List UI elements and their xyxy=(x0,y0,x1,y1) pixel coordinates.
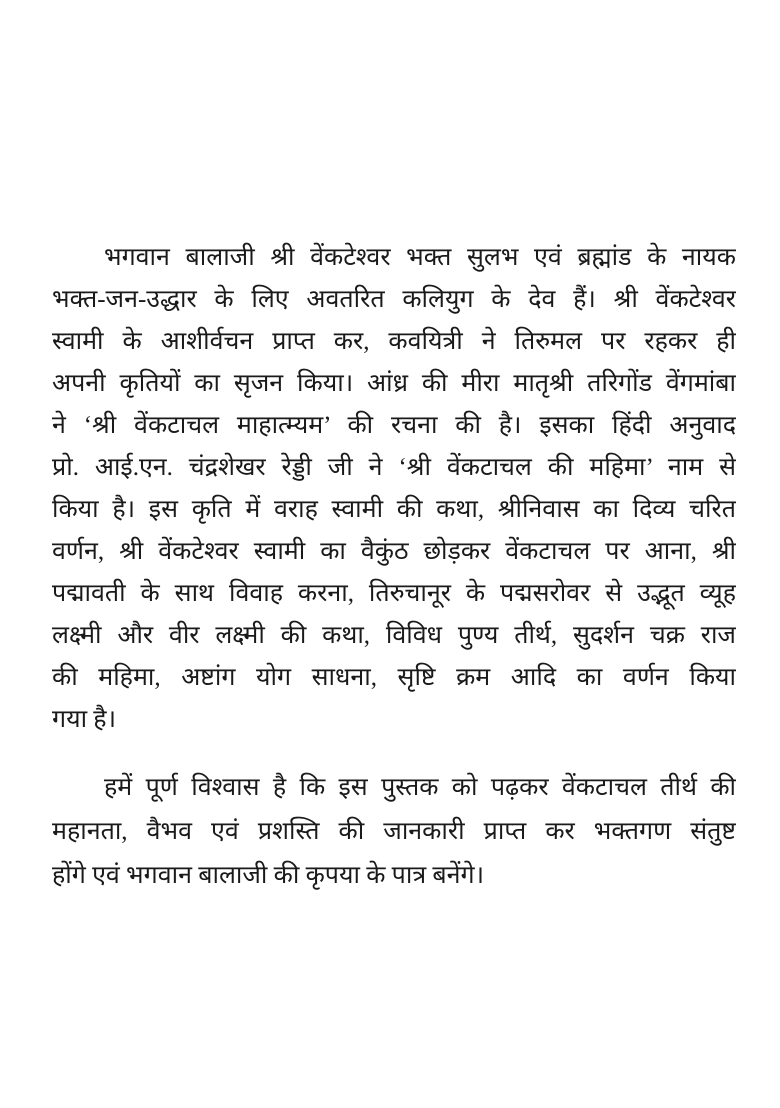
text-line: प्रो. आई.एन. चंद्रशेखर रेड्डी जी ने ‘श्री वेंकटाचल की महिमा’ नाम से xyxy=(52,454,736,481)
text-line: ने ‘श्री वेंकटाचल माहात्म्यम’ की रचना की है। इसका हिंदी अनुवाद xyxy=(52,412,736,439)
paragraph-1 xyxy=(52,237,736,741)
text-line: स्वामी के आशीर्वचन प्राप्त कर, कवयित्री ने तिरुमल पर रहकर ही xyxy=(52,328,736,355)
text-line: हमें पूर्ण विश्वास है कि इस पुस्तक को पढ़कर वेंकटाचल तीर्थ की xyxy=(104,774,736,801)
text-line: होंगे एवं भगवान बालाजी की कृपया के पात्र बनेंगे। xyxy=(52,862,485,889)
text-line: वर्णन, श्री वेंकटेश्वर स्वामी का वैकुंठ छोड़कर वेंकटाचल पर आना, श्री xyxy=(52,538,736,565)
text-line: की महिमा, अष्टांग योग साधना, सृष्टि क्रम आदि का वर्णन किया xyxy=(52,664,736,691)
text-line: अपनी कृतियों का सृजन किया। आंध्र की मीरा मातृश्री तरिगोंड वेंगमांबा xyxy=(52,370,736,397)
text-line: लक्ष्मी और वीर लक्ष्मी की कथा, विविध पुण्य तीर्थ, सुदर्शन चक्र राज xyxy=(52,622,736,649)
text-line: भक्त-जन-उद्धार के लिए अवतरित कलियुग के देव हैं। श्री वेंकटेश्वर xyxy=(52,286,736,313)
text-line: किया है। इस कृति में वराह स्वामी की कथा, श्रीनिवास का दिव्य चरित xyxy=(52,496,736,523)
text-line: भगवान बालाजी श्री वेंकटेश्वर भक्त सुलभ एवं ब्रह्मांड के नायक xyxy=(104,244,736,271)
text-line: पद्मावती के साथ विवाह करना, तिरुचानूर के पद्मसरोवर से उद्भूत व्यूह xyxy=(52,580,736,607)
text-line: गया है। xyxy=(52,706,117,733)
text-line: महानता, वैभव एवं प्रशस्ति की जानकारी प्राप्त कर भक्तगण संतुष्ट xyxy=(52,818,736,845)
paragraph-2 xyxy=(52,766,736,898)
